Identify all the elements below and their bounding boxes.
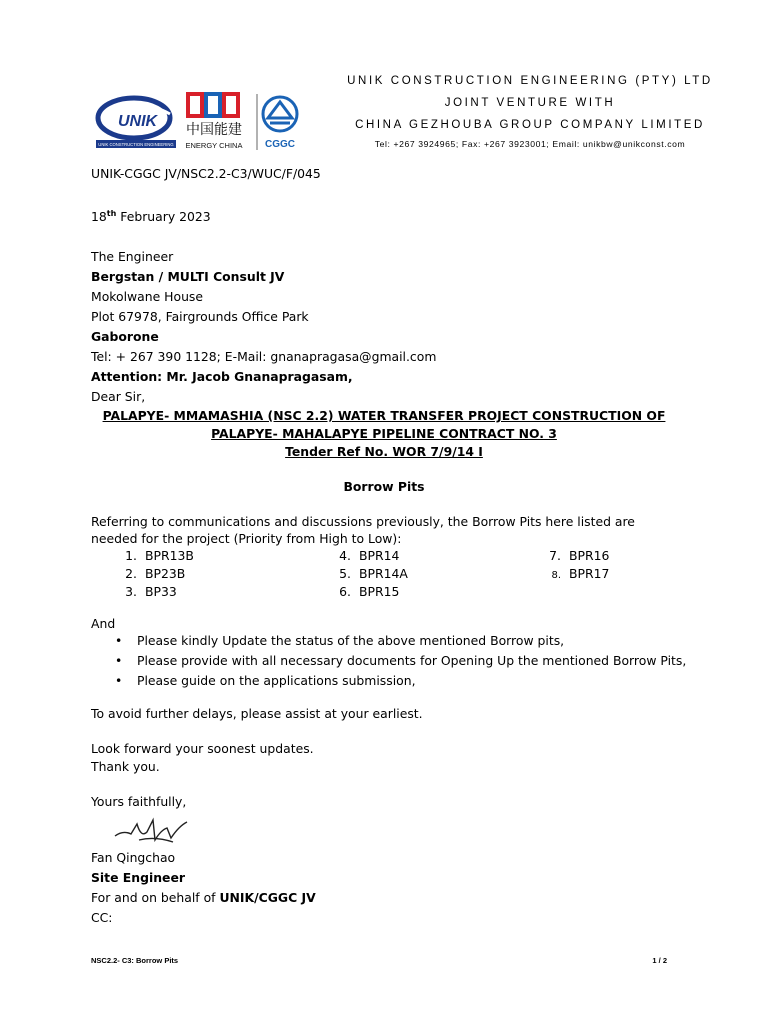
company-name: UNIK CONSTRUCTION ENGINEERING (PTY) LTD [347,75,713,87]
recipient-city: Gaborone [91,329,159,345]
date-suffix: th [106,209,117,218]
section-heading: Borrow Pits [343,479,425,495]
signer-title: Site Engineer [91,870,185,886]
date-rest: February 2023 [116,209,211,225]
recipient-company: Bergstan / MULTI Consult JV [91,269,285,285]
request-item: • Please kindly Update the status of the above mentioned Borrow pits, [91,632,691,649]
footer-title: NSC2.2- C3: Borrow Pits [91,956,179,965]
partner-name: CHINA GEZHOUBA GROUP COMPANY LIMITED [355,119,705,131]
recipient-role: The Engineer [91,249,174,265]
energy-china-cn: 中国能建 [186,122,242,138]
signature-image [109,812,199,848]
cc-line: CC: [91,910,113,926]
unik-logo-sub: UNIK CONSTRUCTION ENGINEERING [98,142,174,147]
signature [91,812,691,848]
recipient-plot: Plot 67978, Fairgrounds Office Park [91,309,309,325]
pit-item: 3. BP33 [125,584,177,600]
company-info [320,70,740,149]
letterhead [0,0,768,160]
recipient-contact: Tel: + 267 390 1128; E-Mail: gnanapragasa@gmail.com [91,349,437,365]
cggc-logo-text: CGGC [265,139,295,150]
energy-china-logo [184,92,254,154]
attention-line: Attention: Mr. Jacob Gnanapragasam, [91,369,353,385]
closing-line: Yours faithfully, [91,794,187,810]
behalf-line [91,888,691,908]
pit-item: 7. BPR16 [549,548,610,564]
intro-line-2: needed for the project (Priority from High to Low): [91,531,402,547]
thanks-line: Thank you. [91,759,160,775]
request-list [91,632,691,689]
borrow-pits-list [91,547,691,601]
behalf-prefix: For and on behalf of [91,890,220,906]
pit-item: 4. BPR14 [339,548,400,564]
recipient-building: Mokolwane House [91,289,203,305]
request-item: • Please provide with all necessary documents for Opening Up the mentioned Borrow Pits, [91,652,691,669]
and-line: And [91,616,116,632]
company-contact: Tel: +267 3924965; Fax: +267 3923001; Email: unikbw@unikconst.com [374,139,686,149]
signer-name: Fan Qingchao [91,850,176,866]
energy-china-en: ENERGY CHINA [185,141,243,150]
salutation: Dear Sir, [91,389,146,405]
letter-date [91,204,691,227]
forward-line: Look forward your soonest updates. [91,741,314,757]
pit-item: 5. BPR14A [339,566,408,582]
subject-line-1: PALAPYE- MMAMASHIA (NSC 2.2) WATER TRANSFER PROJECT CONSTRUCTION OF [102,408,666,424]
intro-line-1: Referring to communications and discussions previously, the Borrow Pits here listed are [91,514,635,530]
pit-item: 6. BPR15 [339,584,400,600]
behalf-org: UNIK/CGGC JV [219,890,316,906]
delay-line: To avoid further delays, please assist at your earliest. [91,706,423,722]
cggc-logo [256,92,302,154]
date-day: 18 [91,209,107,225]
page-number: 1 / 2 [652,956,667,965]
reference-number: UNIK-CGGC JV/NSC2.2-C3/WUC/F/045 [91,166,321,181]
subject-line-3: Tender Ref No. WOR 7/9/14 I [285,444,483,460]
joint-venture-line: JOINT VENTURE WITH [444,97,616,109]
request-item: • Please guide on the applications submission, [91,672,691,689]
pit-item: 1. BPR13B [125,548,194,564]
subject-line-2: PALAPYE- MAHALAPYE PIPELINE CONTRACT NO. 3 [211,426,557,442]
letter-body [91,164,691,928]
pit-item: 8. BPR17 [551,566,610,582]
unik-logo [94,92,178,150]
unik-logo-text: UNIK [118,113,158,130]
pit-item: 2. BP23B [125,566,186,582]
